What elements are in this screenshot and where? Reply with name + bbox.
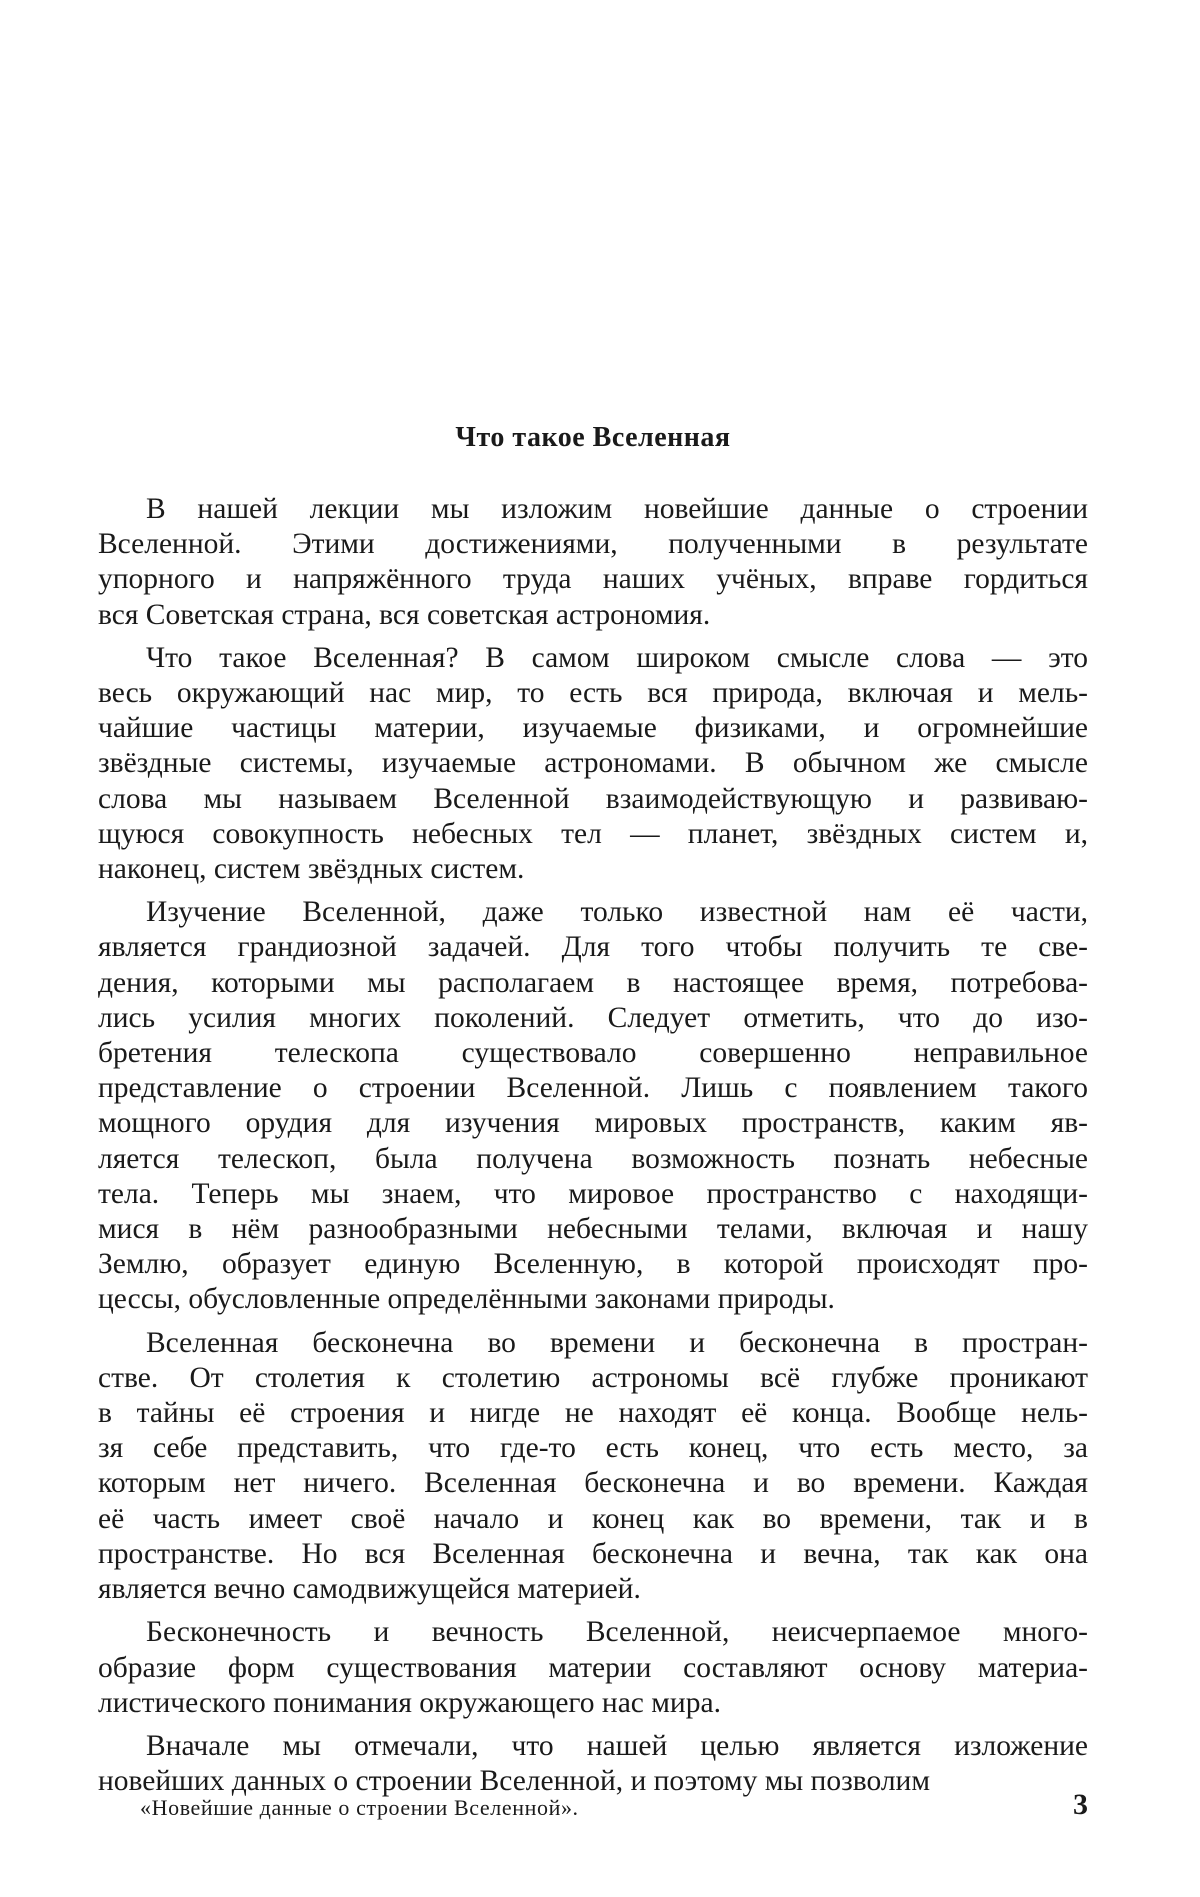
text-line: звёздные системы, изучаемые астрономами. В обычном же смысле <box>98 747 1088 780</box>
text-line: листического понимания окружающего нас мира. <box>98 1686 721 1719</box>
text-line: слова мы называем Вселенной взаимодействующую и развиваю- <box>98 782 1088 815</box>
footer-signature: «Новейшие данные о строении Вселенной». <box>140 1795 579 1820</box>
paragraph <box>98 492 1088 633</box>
text-line: в тайны её строения и нигде не находят её конца. Вообще нель- <box>98 1397 1088 1430</box>
text-line: чайшие частицы материи, изучаемые физиками, и огромнейшие <box>98 712 1088 745</box>
text-line: является грандиозной задачей. Для того чтобы получить те све- <box>98 931 1088 964</box>
text-line: тела. Теперь мы знаем, что мировое пространство с находящи- <box>98 1177 1088 1210</box>
text-line: щуюся совокупность небесных тел — планет, звёздных систем и, <box>98 817 1088 850</box>
text-line: лись усилия многих поколений. Следует отметить, что до изо- <box>98 1001 1088 1034</box>
text-line: В нашей лекции мы изложим новейшие данные о строении <box>146 493 1088 525</box>
text-line: Землю, образует единую Вселенную, в которой происходят про- <box>98 1248 1088 1281</box>
book-page <box>98 0 1088 1897</box>
text-line: зя себе представить, что где-то есть конец, что есть место, за <box>98 1432 1088 1465</box>
text-line: является вечно самодвижущейся материей. <box>98 1573 641 1606</box>
text-line: цессы, обусловленные определёнными законами природы. <box>98 1283 835 1316</box>
text-line: Бесконечность и вечность Вселенной, неисчерпаемое много- <box>146 1616 1088 1649</box>
text-line: ляется телескоп, была получена возможность познать небесные <box>98 1142 1088 1175</box>
paragraph <box>98 895 1088 1317</box>
paragraph <box>98 1729 1088 1799</box>
text-line: мися в нём разнообразными небесными телами, включая и нашу <box>98 1213 1088 1246</box>
page-number: 3 <box>1073 1788 1088 1821</box>
text-line: мощного орудия для изучения мировых пространств, каким яв- <box>98 1107 1088 1140</box>
text-line: образие форм существования материи составляют основу материа- <box>98 1651 1088 1684</box>
text-line: представление о строении Вселенной. Лишь с появлением такого <box>98 1072 1088 1105</box>
body-text <box>98 492 1088 1807</box>
text-line: её часть имеет своё начало и конец как во времени, так и в <box>98 1502 1088 1535</box>
paragraph <box>98 1326 1088 1608</box>
text-line: которым нет ничего. Вселенная бесконечна и во времени. Каждая <box>98 1467 1088 1500</box>
chapter-title: Что такое Вселенная <box>455 422 731 453</box>
text-line: бретения телескопа существовало совершенно неправильное <box>98 1037 1088 1070</box>
text-line: дения, которыми мы располагаем в настоящее время, потребова- <box>98 966 1088 999</box>
text-line: весь окружающий нас мир, то есть вся природа, включая и мель- <box>98 677 1088 710</box>
text-line: новейших данных о строении Вселенной, и поэтому мы позволим <box>98 1765 931 1798</box>
text-line: Вселенная бесконечна во времени и бесконечна в простран- <box>146 1326 1088 1359</box>
text-line: вся Советская страна, вся советская астрономия. <box>98 598 711 631</box>
paragraph <box>98 1615 1088 1721</box>
text-line: Что такое Вселенная? В самом широком смысле слова — это <box>146 641 1088 674</box>
text-line: упорного и напряжённого труда наших учёных, вправе гордиться <box>98 563 1088 596</box>
paragraph <box>98 641 1088 887</box>
text-line: Изучение Вселенной, даже только известной нам её части, <box>146 896 1088 929</box>
text-line: наконец, систем звёздных систем. <box>98 853 525 886</box>
text-line: стве. От столетия к столетию астрономы всё глубже проникают <box>98 1361 1088 1394</box>
text-line: Вначале мы отмечали, что нашей целью является изложение <box>146 1729 1088 1762</box>
text-line: Вселенной. Этими достижениями, полученными в результате <box>98 528 1088 561</box>
text-line: пространстве. Но вся Вселенная бесконечна и вечна, так как она <box>98 1537 1088 1570</box>
